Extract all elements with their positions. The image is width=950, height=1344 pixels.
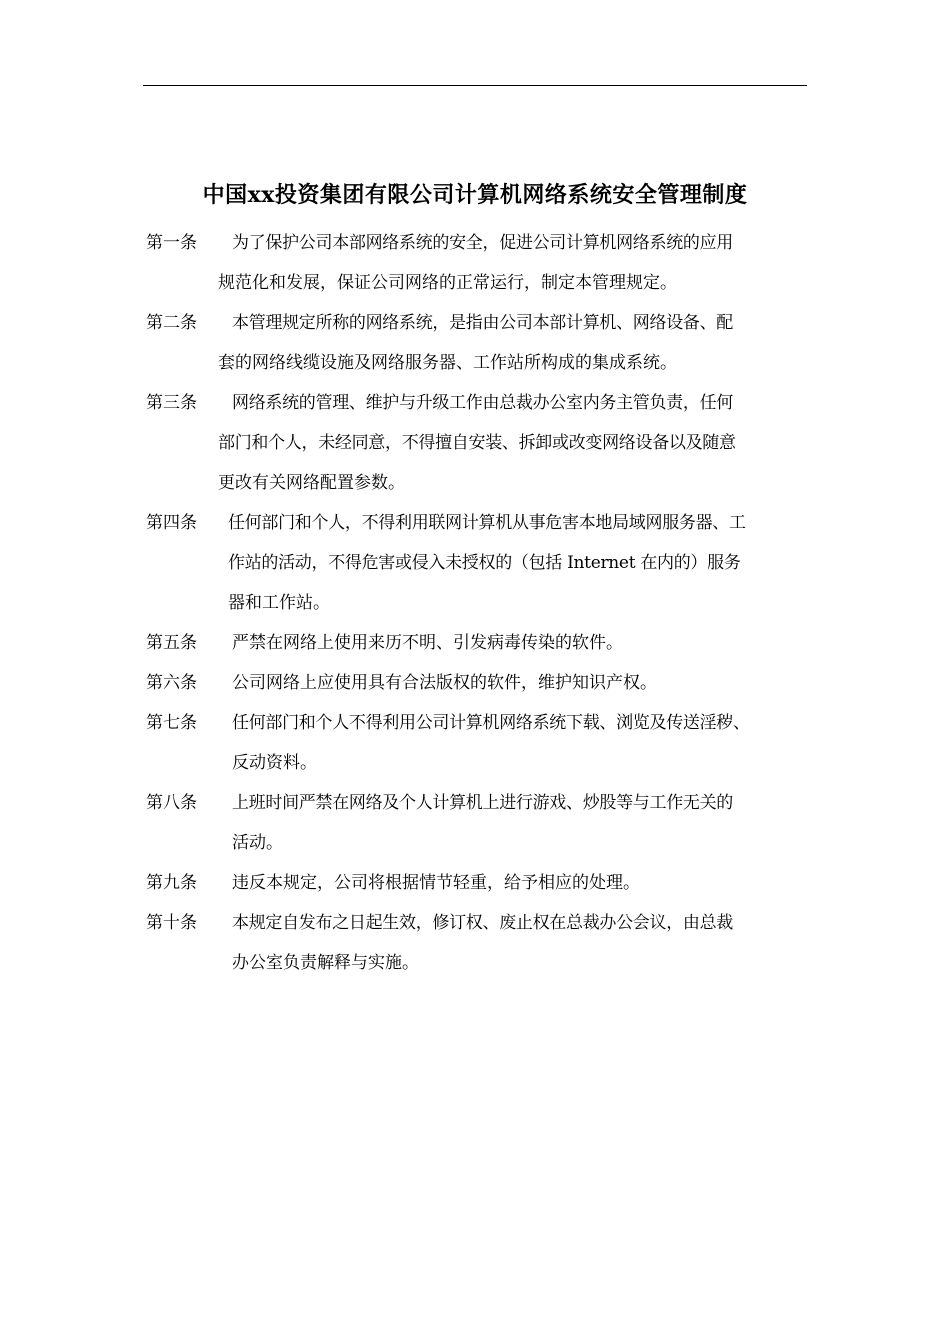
article-list: [146, 223, 810, 983]
article-2: [146, 303, 810, 383]
article-body: [146, 503, 810, 623]
article-8: [146, 783, 810, 863]
article-label: 第六条: [146, 673, 197, 693]
document-title: 中国xx投资集团有限公司计算机网络系统安全管理制度: [202, 182, 748, 208]
article-text-line: 任何部门和个人不得利用公司计算机网络系统下载、浏览及传送淫秽、: [232, 713, 750, 733]
article-text-line: 为了保护公司本部网络系统的安全，促进公司计算机网络系统的应用: [232, 233, 733, 253]
article-body: [146, 663, 810, 703]
article-body: [146, 303, 810, 383]
article-text-line: 严禁在网络上使用来历不明、引发病毒传染的软件。: [232, 633, 623, 653]
article-9: [146, 863, 810, 903]
article-label: 第四条: [146, 513, 197, 533]
article-text-line: 规范化和发展，保证公司网络的正常运行，制定本管理规定。: [218, 273, 677, 293]
article-label: 第九条: [146, 873, 197, 893]
article-text-line: 违反本规定，公司将根据情节轻重，给予相应的处理。: [232, 873, 640, 893]
article-7: [146, 703, 810, 783]
article-label: 第一条: [146, 233, 197, 253]
article-body: [146, 383, 810, 503]
article-5: [146, 623, 810, 663]
article-text-line: 网络系统的管理、维护与升级工作由总裁办公室内务主管负责，任何: [232, 393, 733, 413]
article-body: [146, 623, 810, 663]
article-text-line: 任何部门和个人，不得利用联网计算机从事危害本地局域网服务器、工: [228, 513, 746, 533]
article-text-line: 器和工作站。: [228, 593, 330, 613]
article-text-line: 本规定自发布之日起生效，修订权、废止权在总裁办公会议，由总裁: [232, 913, 733, 933]
article-label: 第八条: [146, 793, 197, 813]
article-3: [146, 383, 810, 503]
article-label: 第七条: [146, 713, 197, 733]
article-text-line: 反动资料。: [232, 753, 317, 773]
article-text-line: 更改有关网络配置参数。: [218, 473, 405, 493]
article-label: 第五条: [146, 633, 197, 653]
article-10: [146, 903, 810, 983]
header-rule: [143, 85, 807, 86]
article-label: 第十条: [146, 913, 197, 933]
article-body: [146, 903, 810, 983]
article-text-line: 部门和个人，未经同意，不得擅自安装、拆卸或改变网络设备以及随意: [218, 433, 736, 453]
article-body: [146, 223, 810, 303]
article-body: [146, 783, 810, 863]
article-1: [146, 223, 810, 303]
article-text-line: 套的网络线缆设施及网络服务器、工作站所构成的集成系统。: [218, 353, 677, 373]
article-label: 第三条: [146, 393, 197, 413]
article-text-line: 上班时间严禁在网络及个人计算机上进行游戏、炒股等与工作无关的: [232, 793, 733, 813]
article-body: [146, 703, 810, 783]
article-6: [146, 663, 810, 703]
article-label: 第二条: [146, 313, 197, 333]
article-body: [146, 863, 810, 903]
article-4: [146, 503, 810, 623]
article-text-line: 公司网络上应使用具有合法版权的软件，维护知识产权。: [232, 673, 657, 693]
article-text-line: 办公室负责解释与实施。: [232, 953, 419, 973]
article-text-line: 本管理规定所称的网络系统，是指由公司本部计算机、网络设备、配: [232, 313, 733, 333]
article-text-line: 活动。: [232, 833, 283, 853]
article-text-line: 作站的活动，不得危害或侵入未授权的（包括 Internet 在内的）服务: [228, 553, 741, 573]
